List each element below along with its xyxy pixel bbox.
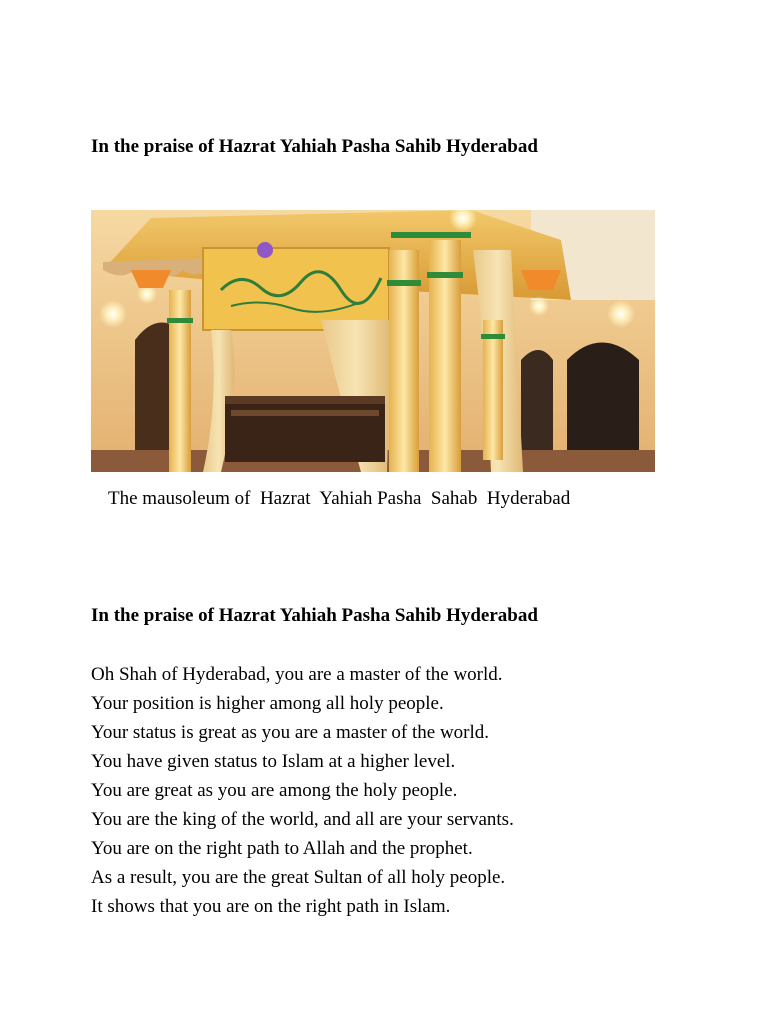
page-title: In the praise of Hazrat Yahiah Pasha Sahib Hyderabad [91, 136, 538, 157]
poem-line: You are great as you are among the holy people. [91, 780, 458, 801]
poem-line: You are the king of the world, and all are your servants. [91, 809, 514, 830]
poem-line: As a result, you are the great Sultan of all holy people. [91, 867, 506, 888]
poem-line: Your position is higher among all holy people. [91, 693, 444, 714]
poem-line: Your status is great as you are a master of the world. [91, 722, 490, 743]
poem-line: It shows that you are on the right path in Islam. [91, 896, 451, 917]
poem-title: In the praise of Hazrat Yahiah Pasha Sahib Hyderabad [91, 605, 538, 626]
poem [91, 660, 711, 921]
photo-caption: The mausoleum of Hazrat Yahiah Pasha Sahab Hyderabad [108, 488, 571, 509]
mausoleum-photo [91, 210, 655, 472]
poem-line: You have given status to Islam at a higher level. [91, 751, 456, 772]
poem-line: You are on the right path to Allah and the prophet. [91, 838, 473, 859]
poem-line: Oh Shah of Hyderabad, you are a master of the world. [91, 664, 503, 685]
